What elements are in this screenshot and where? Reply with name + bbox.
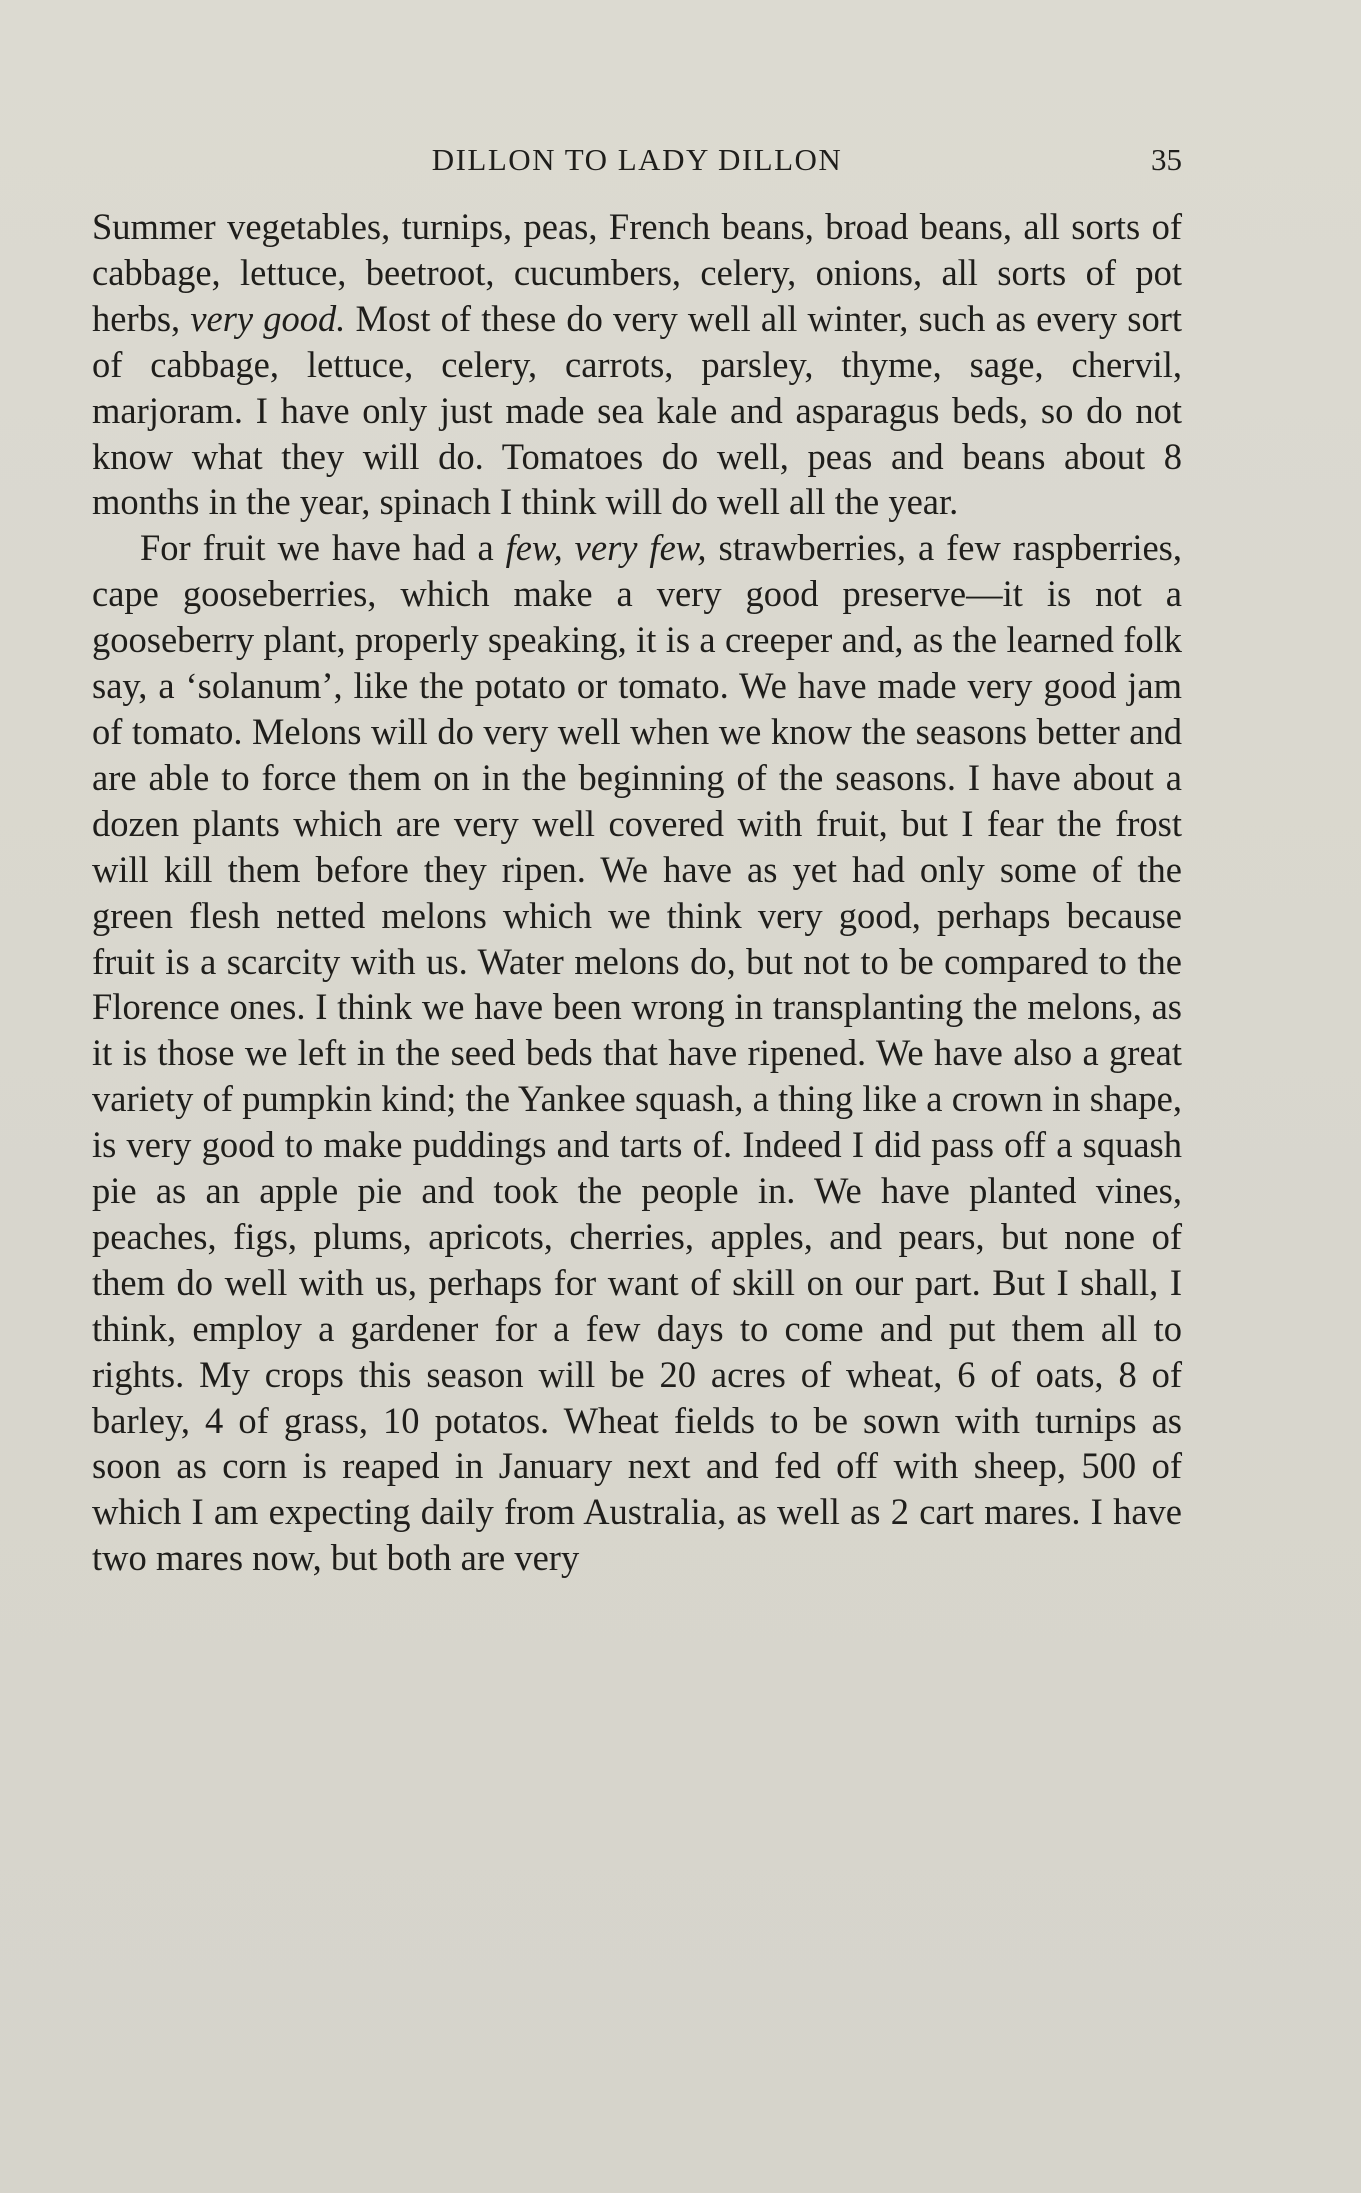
paragraph-text: Summer vegetables, turnips, peas, French beans, broad beans, all sorts of cabbage, lettuce, beetroot, cucumbers, celery, onions, all sorts of pot herbs,: [92, 206, 1182, 339]
paragraph-text: For fruit we have had a: [140, 527, 506, 569]
body-text: [92, 204, 1182, 1581]
running-head: [92, 140, 1182, 180]
emphasis-text: few, very few,: [505, 527, 707, 569]
paragraph-text: Most of these do very well all winter, such as every sort of cabbage, lettuce, celery, carrots, parsley, thyme, sage, chervil, marjoram. I have only just made sea kale and asparagus beds, so do not know what they will do. Tomatoes do well, peas and beans about 8 months in the year, spinach I think will do well all the year.: [92, 297, 1183, 523]
paragraph-text: strawberries, a few raspberries, cape gooseberries, which make a very good preserve—it is not a gooseberry plant, properly speaking, it is a creeper and, as the learned folk say, a ‘solanum’, like the potato or tomato. We have made very good jam of tomato. Melons will do very well when we know the seasons better and are able to force them on in the beginning of the seasons. I have about a dozen plants which are very well covered with fruit, but I fear the frost will kill them before they ripen. We have as yet had only some of the green flesh netted melons which we think very good, perhaps because fruit is a scarcity with us. Water melons do, but not to be compared to the Florence ones. I think we have been wrong in transplanting the melons, as it is those we left in the seed beds that have ripened. We have also a great variety of pumpkin kind; the Yankee squash, a thing like a crown in shape, is very good to make puddings and tarts of. Indeed I did pass off a squash pie as an apple pie and took the people in. We have planted vines, peaches, figs, plums, apricots, cherries, apples, and pears, but none of them do well with us, perhaps for want of skill on our part. But I shall, I think, employ a gardener for a few days to come and put them all to rights. My crops this season will be 20 acres of wheat, 6 of oats, 8 of barley, 4 of grass, 10 potatos. Wheat fields to be sown with turnips as soon as corn is reaped in January next and fed off with sheep, 500 of which I am expecting daily from Australia, as well as 2 cart mares. I have two mares now, but both are very: [92, 527, 1182, 1579]
paragraph-fruit: [92, 525, 1182, 1581]
emphasis-text: very good.: [190, 297, 346, 339]
running-title: DILLON TO LADY DILLON: [431, 142, 843, 177]
page-number: 35: [1151, 142, 1182, 177]
paragraph-vegetables: [92, 204, 1182, 525]
